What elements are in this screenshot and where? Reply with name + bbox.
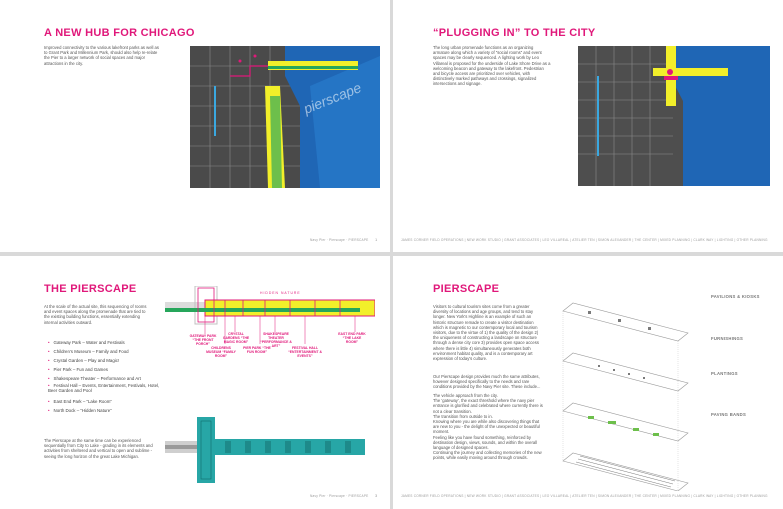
diagram-label: EAST END PARK “THE LAKE ROOM” — [338, 332, 366, 344]
page-number: 3 — [375, 493, 378, 498]
list-item: • East End Park – “Lake Room” — [48, 397, 160, 406]
page-body-2: The Pierscape at the same time can be experienced sequentially from City to Lake - grading in its elements and activities from sheltered and vertical to open and sublime - seeing the long horizon of the great Lake Michigan. — [44, 438, 153, 459]
watermark: pierscape — [301, 79, 364, 117]
page-title: “PLUGGING IN” TO THE CITY — [433, 27, 596, 39]
page-title: PIERSCAPE — [433, 283, 500, 295]
page-body: Improved connectivity to the various lakefront parks as well as to Grant Park and Millennium Park, should also help re-relate the Pier to a larger network of social spaces and major attractions in the city. — [44, 45, 159, 66]
list-item: • Festival Hall – Events, Entertainment, Festivals, Hotel, Beer Garden and Pool — [48, 383, 160, 393]
page-footer: JAMES CORNER FIELD OPERATIONS | NEW WORK STUDIO | GRANT ASSOCIATES | LEO VILLAREAL | ATELIER TEN | SIMON ALEXANDER | THE CENTER | MIXED PLANNING | CLARK WAY | LIGHTING | OTHER PLANNING — [401, 238, 768, 242]
exploded-layers-diagram — [558, 291, 698, 491]
diagram-label: CHILDRENS MUSEUM “FAMILY ROOM” — [206, 346, 236, 358]
list-item: The ‘gateway’, the exact threshold where the navy pier entrance is glorified and celebrated where currently there is not a clear transition. — [433, 398, 543, 414]
list-item: • Gateway Park – Water and Festivals — [48, 338, 160, 347]
page-footer: Navy Pier · Pierscape · PIERSCAPE — [310, 494, 369, 498]
diagram-label: GATEWAY PARK “THE FRONT PORCH” — [189, 334, 217, 346]
page-new-hub — [0, 0, 390, 252]
layer-label: FURNISHINGS — [711, 336, 744, 341]
list-item: • Shakespeare Theater – Performance and Art — [48, 374, 160, 383]
page-number: 1 — [375, 237, 378, 242]
list-item: Continuing the journey and collecting memories of the new points, while easily moving around through crowds. — [433, 450, 542, 461]
page-body: The long urban promenade functions as an organizing armature along which a variety of “social rooms” and event spaces may be clearly sequenced. A lighting work by Leo Villareal is proposed for the underside of Lake Shore Drive as a welcoming beacon and gateway to the lakefront. Pedestrian and bicycle access are prioritized over vehicles, with distinctively marked pathways and crossings, signalized intersections and signage. — [433, 45, 551, 87]
page-plugging-in — [393, 0, 783, 252]
list-item: • North Dock – “Hidden Nature” — [48, 406, 160, 415]
page-body-2: Our Pierscape design provides much the same attributes, however designed specifically to the needs and rare conditions provided by the Navy Pier site. These include... — [433, 374, 541, 390]
page-pierscape — [393, 256, 783, 509]
list-item: The transition from outside to in. — [433, 413, 493, 419]
room-list — [48, 338, 160, 415]
aerial-map-city — [578, 46, 770, 186]
map-graphic — [578, 46, 770, 186]
layer-label: PAVING BANDS — [711, 412, 747, 417]
diagram-graphic — [165, 411, 375, 486]
list-item: The vehicle approach from the city. — [433, 393, 498, 398]
page-title: A NEW HUB FOR CHICAGO — [44, 27, 195, 39]
requirement-list — [433, 393, 545, 461]
map-graphic — [190, 46, 380, 188]
list-item: • Children’s Museum – Family and Food — [48, 347, 160, 356]
page-body: Visitors to cultural tourism sites come from a greater diversity of locations and age groups, and tend to stay longer. New York’s Highline is an example of such an historic structure remade to create a visitor destination which is magnetic to our contemporary local and tourism visitors, due to the virtue of 1) the quality of the design 2) the uniqueness of constructing a landscape on structure through a dense city core 3) provides open space access where there is little 4) simultaneously generates both environment habitat quality, and is a contemporary art expression of today’s culture. — [433, 304, 539, 362]
diagram-label: CRYSTAL GARDENS “THE MAGIC ROOM” — [222, 332, 250, 344]
list-item: • Crystal Garden – Play and Magic! — [48, 356, 160, 365]
list-item: • Pier Park – Fun and Games — [48, 365, 160, 374]
diagram-graphic — [558, 291, 698, 491]
page-title: THE PIERSCAPE — [44, 283, 137, 295]
page-footer: JAMES CORNER FIELD OPERATIONS | NEW WORK STUDIO | GRANT ASSOCIATES | LEO VILLAREAL | ATELIER TEN | SIMON ALEXANDER | THE CENTER | MIXED PLANNING | CLARK WAY | LIGHTING | OTHER PLANNING — [401, 494, 768, 498]
list-item: Feeling like you have found something, reinforced by destination design, views, sounds, and within the overall language of designed spaces. — [433, 434, 538, 451]
page-footer: Navy Pier · Pierscape · PIERSCAPE — [310, 238, 369, 242]
page-the-pierscape — [0, 256, 390, 509]
diagram-label: PIER PARK “THE FUN ROOM” — [243, 346, 271, 354]
layer-label: PAVILIONS & KIOSKS — [711, 294, 760, 299]
aerial-map-chicago — [190, 46, 380, 188]
hidden-nature-label: HIDDEN NATURE — [260, 291, 301, 295]
pier-sequence-diagram — [165, 411, 375, 486]
diagram-label: FESTIVAL HALL “ENTERTAINMENT & EVENTS” — [288, 346, 322, 358]
list-item: Knowing where you are while also discovering things that are new to you - the delight of the unexpected or beautiful moment. — [433, 419, 540, 435]
diagram-label: SHAKESPEARE THEATER “PERFORMANCE & ART” — [260, 332, 292, 348]
page-body: At the scale of the actual site, this sequencing of rooms and event spaces along the promenade that are tied to the existing building functions, essentially extending internal activities outward. — [44, 304, 147, 325]
layer-label: PLANTINGS — [711, 371, 738, 376]
